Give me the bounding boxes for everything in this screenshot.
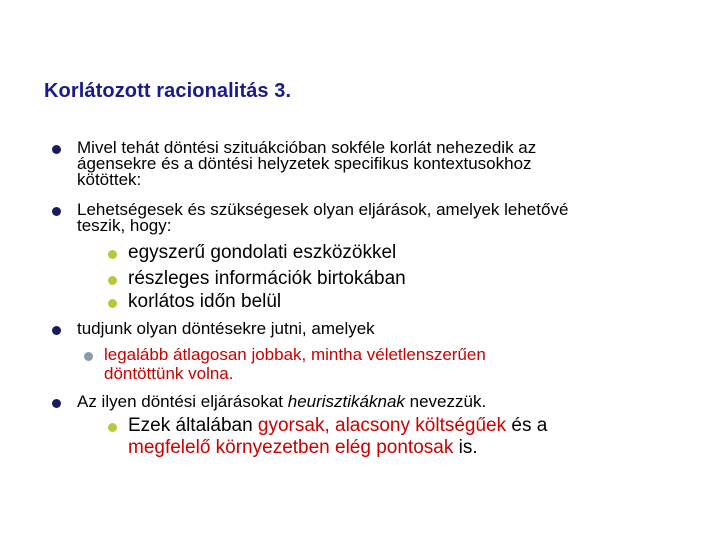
final-part-3: is. bbox=[453, 437, 478, 458]
bullet-dot bbox=[52, 399, 61, 408]
bullet-2-line-1: Lehetségesek és szükségesek olyan eljárások, amelyek lehetővé bbox=[77, 200, 569, 219]
bullet-2-line-2: teszik, hogy: bbox=[77, 216, 172, 235]
sub-bullet-1: egyszerű gondolati eszközökkel bbox=[128, 242, 397, 263]
final-line-2 bbox=[128, 437, 478, 459]
bullet-4-pre: Az ilyen döntési eljárásokat bbox=[77, 392, 288, 411]
bullet-3: tudjunk olyan döntésekre jutni, amelyek bbox=[77, 319, 375, 338]
bullet-4-emphasis: heurisztikáknak bbox=[287, 392, 405, 411]
sub-bullet-dot-gray bbox=[84, 352, 93, 361]
sub-bullet-3: korlátos időn belül bbox=[128, 291, 282, 312]
bullet-dot bbox=[52, 326, 61, 335]
sub-bullet-dot bbox=[108, 423, 117, 432]
final-red-2: megfelelő környezetben elég pontosak bbox=[128, 437, 454, 458]
slide-title: Korlátozott racionalitás 3. bbox=[44, 80, 292, 102]
final-line-1 bbox=[128, 415, 547, 437]
bullet-3-sub-line-2: döntöttünk volna. bbox=[104, 364, 234, 383]
bullet-1-line-2: ágensekre és a döntési helyzetek specifikus kontextusokhoz bbox=[77, 154, 532, 173]
bullet-dot bbox=[52, 145, 61, 154]
final-part-1: Ezek általában bbox=[128, 415, 258, 436]
final-red-1: gyorsak, alacsony költségűek bbox=[257, 415, 507, 436]
bullet-4-post: nevezzük. bbox=[404, 392, 487, 411]
sub-bullet-dot bbox=[108, 276, 117, 285]
bullet-1-line-3: kötöttek: bbox=[77, 170, 142, 189]
final-part-2: és a bbox=[506, 415, 548, 436]
bullet-dot bbox=[52, 207, 61, 216]
bullet-4 bbox=[77, 394, 486, 410]
sub-bullet-dot bbox=[108, 250, 117, 259]
bullet-1-line-1: Mivel tehát döntési szituákcióban sokféle korlát nehezedik az bbox=[77, 138, 537, 157]
bullet-3-sub-line-1: legalább átlagosan jobbak, mintha véletlenszerűen bbox=[104, 345, 486, 364]
sub-bullet-dot bbox=[108, 299, 117, 308]
sub-bullet-2: részleges információk birtokában bbox=[128, 268, 406, 289]
